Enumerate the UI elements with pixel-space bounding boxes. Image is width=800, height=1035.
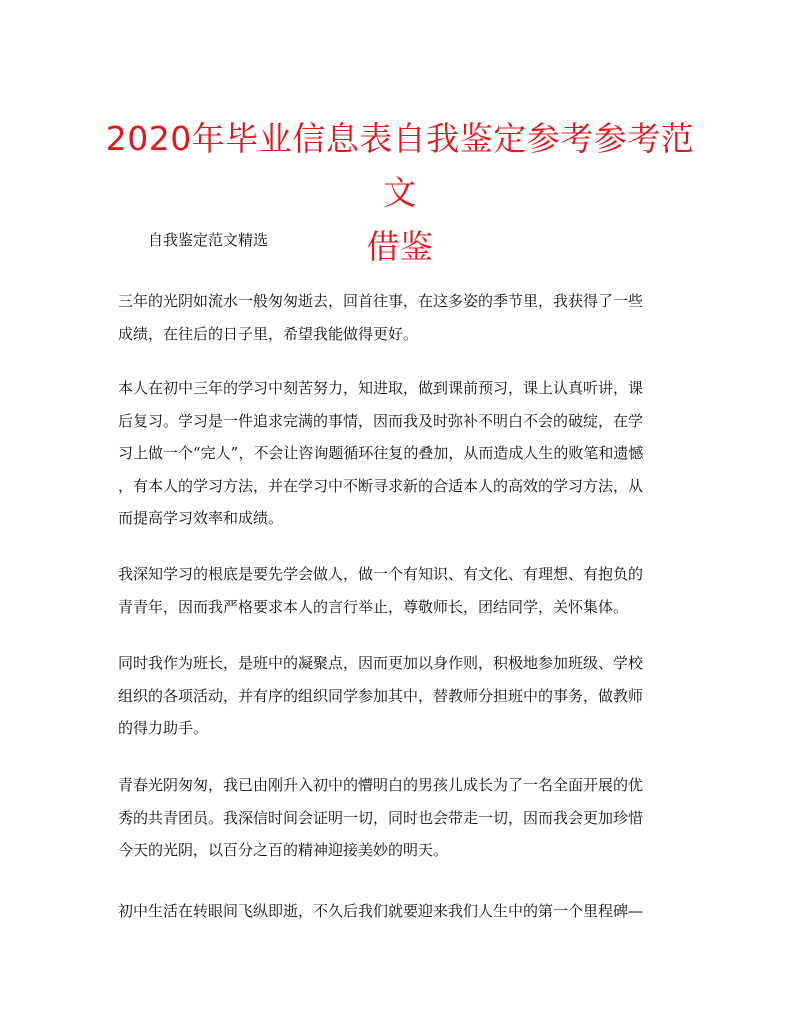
paragraph-line: 本人在初中三年的学习中刻苦努力，知进取，做到课前预习，课上认真听讲，课 [118, 379, 644, 397]
paragraph-line: 青春光阴匆匆，我已由刚升入初中的懵明白的男孩儿成长为了一名全面开展的优 [118, 776, 644, 794]
title-line-1: 2020年毕业信息表自我鉴定参考参考范文 [105, 119, 695, 212]
paragraph-line: 成绩，在往后的日子里，希望我能做得更好。 [118, 324, 419, 343]
paragraph-line: ，有本人的学习方法，并在学习中不断寻求新的合适本人的高效的学习方法，从 [118, 476, 644, 495]
paragraph-3 [118, 558, 684, 623]
paragraph-1 [118, 285, 684, 350]
paragraph-line: 今天的光阴，以百分之百的精神迎接美妙的明天。 [118, 841, 449, 859]
paragraph-4 [118, 647, 684, 745]
paragraph-line: 后复习。学习是一件追求完满的事情，因而我及时弥补不明白不会的破绽，在学 [118, 411, 644, 430]
paragraph-line: 秀的共青团员。我深信时间会证明一切，同时也会带走一切，因而我会更加珍惜 [118, 808, 644, 827]
paragraph-line: 同时我作为班长，是班中的凝聚点，因而更加以身作则，积极地参加班级、学校 [118, 654, 644, 672]
paragraph-line: 习上做一个“完人”，不会让咨询题循环往复的叠加，从而造成人生的败笔和遗憾 [118, 444, 644, 462]
document-subtitle: 自我鉴定范文精选 [148, 231, 269, 249]
paragraph-line: 三年的光阴如流水一般匆匆逝去，回首往事，在这多姿的季节里，我获得了一些 [118, 292, 644, 310]
paragraph-line: 青青年，因而我严格要求本人的言行举止，尊敬师长，团结同学，关怀集体。 [118, 597, 629, 616]
paragraph-line: 组织的各项活动，并有序的组织同学参加其中，替教师分担班中的事务，做教师 [118, 686, 644, 705]
paragraph-6 [118, 895, 684, 928]
paragraph-5 [118, 769, 684, 867]
paragraph-line: 而提高学习效率和成绩。 [118, 509, 284, 527]
title-line-2: 借鉴 [366, 227, 434, 266]
paragraph-line: 初中生活在转眼间飞纵即逝，不久后我们就要迎来我们人生中的第一个里程碑— [118, 902, 644, 920]
paragraph-line: 的得力助手。 [118, 719, 209, 737]
paragraph-line: 我深知学习的根底是要先学会做人，做一个有知识、有文化、有理想、有抱负的 [118, 565, 644, 583]
paragraph-2 [118, 372, 684, 535]
